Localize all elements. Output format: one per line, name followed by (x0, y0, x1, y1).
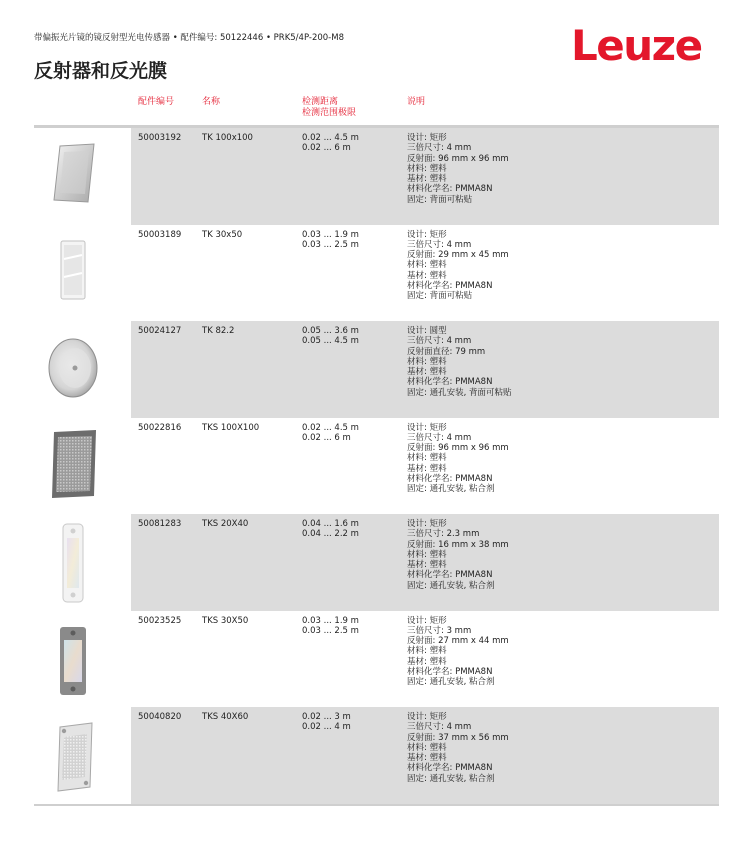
range-limit: 0.02 ... 4 m (302, 722, 351, 733)
range-limit: 0.03 ... 2.5 m (302, 239, 359, 250)
product-table (0, 128, 747, 804)
small-rectangular-reflector-image (55, 239, 89, 303)
range-limit: 0.02 ... 6 m (302, 432, 351, 443)
desc-base-material: 基材: 塑料 (407, 270, 447, 281)
part-number: 50024127 (138, 326, 182, 336)
desc-mounting: 固定: 通孔安装, 粘合剂 (407, 580, 495, 591)
desc-base-material: 基材: 塑料 (407, 656, 447, 667)
desc-reflective-surface: 反射面: 29 mm x 45 mm (407, 250, 509, 261)
desc-base-material: 基材: 塑料 (407, 560, 447, 571)
description (407, 326, 511, 398)
desc-chemical-name: 材料化学名: PMMA8N (407, 184, 493, 195)
round-reflector-image (45, 337, 101, 399)
operating-range: 0.02 ... 3 m (302, 712, 351, 722)
product-name: TKS 40X60 (202, 712, 249, 722)
desc-base-material: 基材: 塑料 (407, 463, 447, 474)
part-number: 50081283 (138, 519, 182, 529)
desc-reflective-surface: 反射面直径: 79 mm (407, 346, 486, 357)
range-values (302, 230, 359, 251)
column-header-range-line2: 检测范围极限 (302, 108, 357, 118)
desc-mounting: 固定: 通孔安装, 背面可粘贴 (407, 387, 512, 398)
range-values (302, 519, 359, 540)
desc-design: 设计: 矩形 (407, 712, 447, 722)
table-row (0, 418, 747, 515)
operating-range: 0.02 ... 4.5 m (302, 133, 359, 143)
brand-logo: Leuze (571, 21, 702, 70)
range-values (302, 133, 359, 154)
grey-frame-reflector-image (57, 625, 89, 697)
desc-triple-size: 三倍尺寸: 4 mm (407, 143, 472, 154)
desc-material: 材料: 塑料 (407, 453, 447, 464)
desc-reflective-surface: 反射面: 16 mm x 38 mm (407, 539, 509, 550)
range-values (302, 712, 351, 733)
desc-chemical-name: 材料化学名: PMMA8N (407, 666, 493, 677)
product-name: TKS 20X40 (202, 519, 249, 529)
product-name: TK 100x100 (202, 133, 253, 143)
column-header-part-no: 配件编号 (138, 97, 175, 107)
range-limit: 0.04 ... 2.2 m (302, 529, 359, 540)
desc-material: 材料: 塑料 (407, 260, 447, 271)
desc-triple-size: 三倍尺寸: 3 mm (407, 625, 472, 636)
desc-reflective-surface: 反射面: 27 mm x 44 mm (407, 636, 509, 647)
desc-design: 设计: 矩形 (407, 229, 447, 240)
part-number: 50003189 (138, 229, 182, 240)
desc-reflective-surface: 反射面: 96 mm x 96 mm (407, 153, 509, 164)
column-header-range-line1: 检测距离 (302, 97, 339, 107)
range-limit: 0.05 ... 4.5 m (302, 336, 359, 347)
product-name: TK 30x50 (202, 229, 243, 240)
desc-material: 材料: 塑料 (407, 646, 447, 657)
table-row (0, 514, 747, 611)
range-values (302, 326, 359, 347)
footer-divider (34, 804, 719, 806)
description (407, 133, 509, 205)
desc-reflective-surface: 反射面: 37 mm x 56 mm (407, 732, 509, 743)
clear-reflector-image (52, 721, 96, 793)
operating-range: 0.02 ... 4.5 m (302, 422, 359, 433)
desc-design: 设计: 矩形 (407, 615, 447, 626)
desc-base-material: 基材: 塑料 (407, 753, 447, 764)
table-row (0, 128, 747, 225)
desc-triple-size: 三倍尺寸: 4 mm (407, 239, 472, 250)
rectangular-reflector-image (50, 142, 96, 204)
desc-material: 材料: 塑料 (407, 356, 447, 367)
framed-reflector-image (48, 428, 98, 500)
table-row (0, 321, 747, 418)
desc-triple-size: 三倍尺寸: 4 mm (407, 722, 472, 733)
breadcrumb: 带偏振光片镜的镜反射型光电传感器 • 配件编号: 50122446 • PRK5/4P-200-M8 (34, 33, 344, 43)
column-header-name: 名称 (202, 97, 221, 107)
desc-mounting: 固定: 通孔安装, 粘合剂 (407, 484, 495, 495)
desc-triple-size: 三倍尺寸: 4 mm (407, 432, 472, 443)
operating-range: 0.03 ... 1.9 m (302, 615, 359, 626)
table-row (0, 225, 747, 322)
desc-triple-size: 三倍尺寸: 4 mm (407, 336, 472, 347)
product-name: TKS 30X50 (202, 615, 249, 626)
desc-design: 设计: 矩形 (407, 133, 447, 143)
desc-mounting: 固定: 通孔安装, 粘合剂 (407, 677, 495, 688)
desc-triple-size: 三倍尺寸: 2.3 mm (407, 529, 480, 540)
narrow-reflector-image (60, 522, 86, 604)
part-number: 50022816 (138, 422, 182, 433)
desc-chemical-name: 材料化学名: PMMA8N (407, 280, 493, 291)
description (407, 230, 509, 302)
desc-chemical-name: 材料化学名: PMMA8N (407, 377, 493, 388)
desc-mounting: 固定: 背面可粘贴 (407, 291, 473, 302)
desc-mounting: 固定: 通孔安装, 粘合剂 (407, 773, 495, 784)
desc-design: 设计: 矩形 (407, 519, 447, 529)
desc-reflective-surface: 反射面: 96 mm x 96 mm (407, 443, 509, 454)
desc-material: 材料: 塑料 (407, 742, 447, 753)
product-name: TK 82.2 (202, 326, 235, 336)
description (407, 712, 509, 784)
range-limit: 0.02 ... 6 m (302, 143, 351, 154)
part-number: 50003192 (138, 133, 182, 143)
part-number: 50023525 (138, 615, 182, 626)
desc-design: 设计: 圆型 (407, 326, 447, 336)
desc-design: 设计: 矩形 (407, 422, 447, 433)
range-limit: 0.03 ... 2.5 m (302, 625, 359, 636)
page-title: 反射器和反光膜 (34, 60, 168, 82)
description (407, 616, 509, 688)
desc-chemical-name: 材料化学名: PMMA8N (407, 570, 493, 581)
product-name: TKS 100X100 (202, 422, 260, 433)
description (407, 423, 509, 495)
operating-range: 0.04 ... 1.6 m (302, 519, 359, 529)
desc-base-material: 基材: 塑料 (407, 367, 447, 378)
operating-range: 0.05 ... 3.6 m (302, 326, 359, 336)
desc-base-material: 基材: 塑料 (407, 174, 447, 185)
operating-range: 0.03 ... 1.9 m (302, 229, 359, 240)
column-header-range (302, 97, 356, 119)
desc-material: 材料: 塑料 (407, 163, 447, 174)
desc-chemical-name: 材料化学名: PMMA8N (407, 473, 493, 484)
part-number: 50040820 (138, 712, 182, 722)
desc-chemical-name: 材料化学名: PMMA8N (407, 763, 493, 774)
description (407, 519, 509, 591)
range-values (302, 423, 359, 444)
table-row (0, 611, 747, 708)
desc-material: 材料: 塑料 (407, 549, 447, 560)
range-values (302, 616, 359, 637)
table-header (0, 97, 747, 123)
column-header-description: 说明 (407, 97, 426, 107)
table-row (0, 707, 747, 804)
desc-mounting: 固定: 背面可粘贴 (407, 194, 473, 205)
